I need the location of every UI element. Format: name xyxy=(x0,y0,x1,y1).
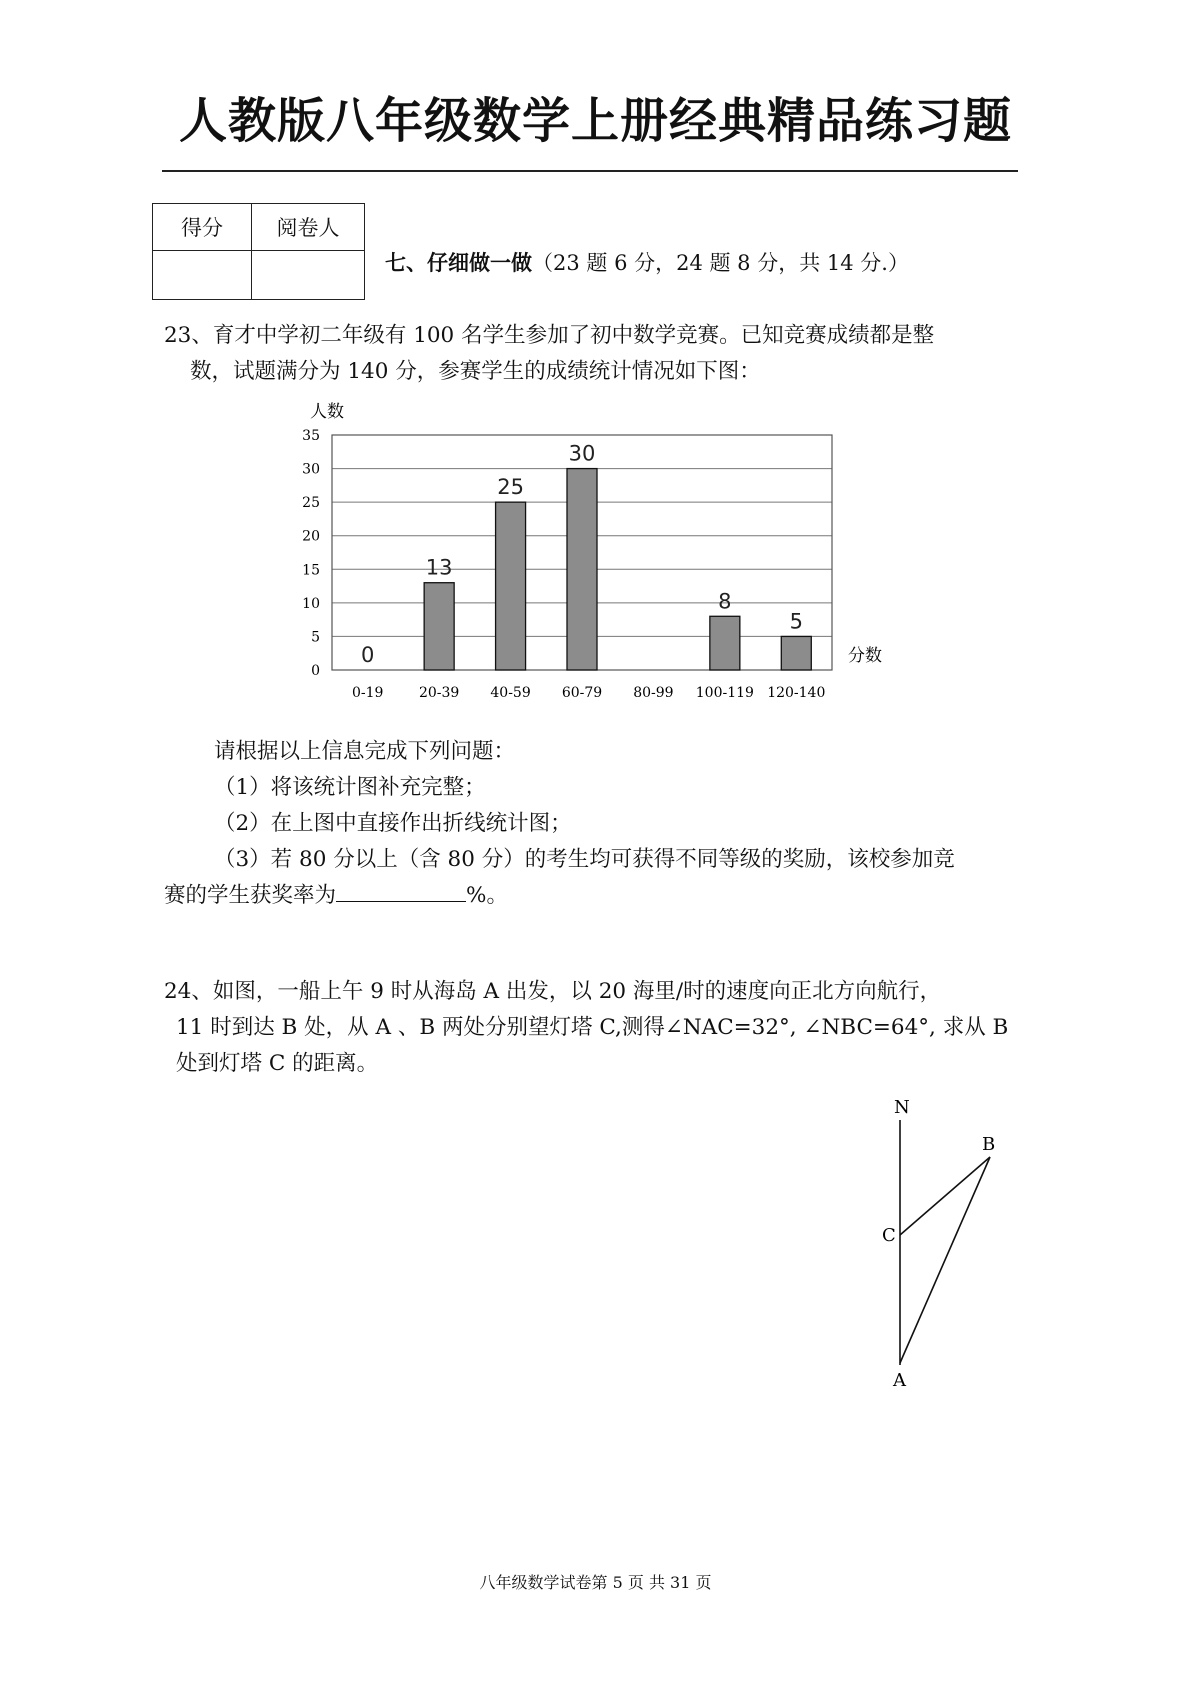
q24-line2: 11 时到达 B 处，从 A 、B 两处分别望灯塔 C,测得∠NAC=32°, ∠NBC=64°, 求从 B xyxy=(176,1015,1009,1040)
data-label: 0 xyxy=(361,643,375,667)
label-a: A xyxy=(893,1370,906,1391)
q23-sub3-line1: （3）若 80 分以上（含 80 分）的考生均可获得不同等级的奖励，该校参加竞 xyxy=(214,847,955,872)
bar xyxy=(567,469,597,670)
y-tick-label: 15 xyxy=(302,562,320,579)
x-axis-label: 分数 xyxy=(848,646,882,666)
navigation-figure xyxy=(870,1095,1020,1405)
section-title: 七、仔细做一做 xyxy=(385,251,532,275)
y-tick-label: 20 xyxy=(302,528,320,545)
title-divider xyxy=(162,170,1018,172)
y-tick-labels xyxy=(302,428,320,679)
x-tick-labels xyxy=(352,685,825,701)
label-c: C xyxy=(882,1225,896,1246)
data-label: 8 xyxy=(718,589,732,614)
q23-sub3-line2 xyxy=(164,878,508,914)
section-points: （23 题 6 分，24 题 8 分，共 14 分.） xyxy=(532,251,909,275)
x-tick-label: 0-19 xyxy=(351,685,384,701)
y-tick-label: 35 xyxy=(302,428,320,444)
x-tick-label: 80-99 xyxy=(633,685,674,701)
q23-intro: 请根据以上信息完成下列问题： xyxy=(214,739,516,764)
page-title: 人教版八年级数学上册经典精品练习题 xyxy=(178,93,1012,149)
x-tick-label: 40-59 xyxy=(490,685,531,701)
section-heading xyxy=(385,247,909,277)
score-bar-chart xyxy=(290,395,890,705)
line-ab xyxy=(900,1157,990,1363)
y-tick-label: 0 xyxy=(311,663,320,679)
x-tick-label: 20-39 xyxy=(418,685,460,701)
y-tick-label: 5 xyxy=(311,629,320,646)
answer-blank[interactable] xyxy=(336,879,466,902)
data-label: 13 xyxy=(425,555,453,580)
x-tick-label: 100-119 xyxy=(695,685,754,701)
bar xyxy=(781,636,811,670)
data-label: 30 xyxy=(568,441,596,466)
q24-line3: 处到灯塔 C 的距离。 xyxy=(176,1051,379,1076)
q23-sub1: （1）将该统计图补充完整； xyxy=(214,775,486,800)
reviewer-header: 阅卷人 xyxy=(252,204,365,251)
q23-sub3-text: 赛的学生获奖率为 xyxy=(164,883,337,908)
q23-sub2: （2）在上图中直接作出折线统计图； xyxy=(214,811,572,836)
label-b: B xyxy=(982,1134,996,1155)
y-axis-label: 人数 xyxy=(310,402,344,422)
score-header: 得分 xyxy=(153,204,252,251)
x-tick-label: 120-140 xyxy=(767,685,826,701)
score-cell[interactable] xyxy=(153,251,252,300)
bar xyxy=(424,583,454,670)
x-tick-label: 60-79 xyxy=(561,685,603,701)
score-table xyxy=(152,203,365,300)
q23-sub3-unit: %。 xyxy=(466,883,508,908)
y-tick-label: 10 xyxy=(302,595,320,612)
data-label: 5 xyxy=(789,609,803,634)
q23-line2: 数，试题满分为 140 分，参赛学生的成绩统计情况如下图： xyxy=(190,359,761,384)
bar xyxy=(710,616,740,670)
q24-line1: 24、如图，一船上午 9 时从海岛 A 出发，以 20 海里/时的速度向正北方向航行， xyxy=(164,979,942,1004)
label-n: N xyxy=(894,1097,910,1118)
line-cb xyxy=(900,1157,990,1235)
y-tick-label: 25 xyxy=(302,495,320,512)
y-tick-label: 30 xyxy=(302,461,320,478)
page-footer: 八年级数学试卷第 5 页 共 31 页 xyxy=(479,1573,712,1592)
data-label: 25 xyxy=(497,475,524,500)
bar xyxy=(496,502,526,670)
reviewer-cell[interactable] xyxy=(252,251,365,300)
q23-line1: 23、育才中学初二年级有 100 名学生参加了初中数学竞赛。已知竞赛成绩都是整 xyxy=(164,323,935,348)
